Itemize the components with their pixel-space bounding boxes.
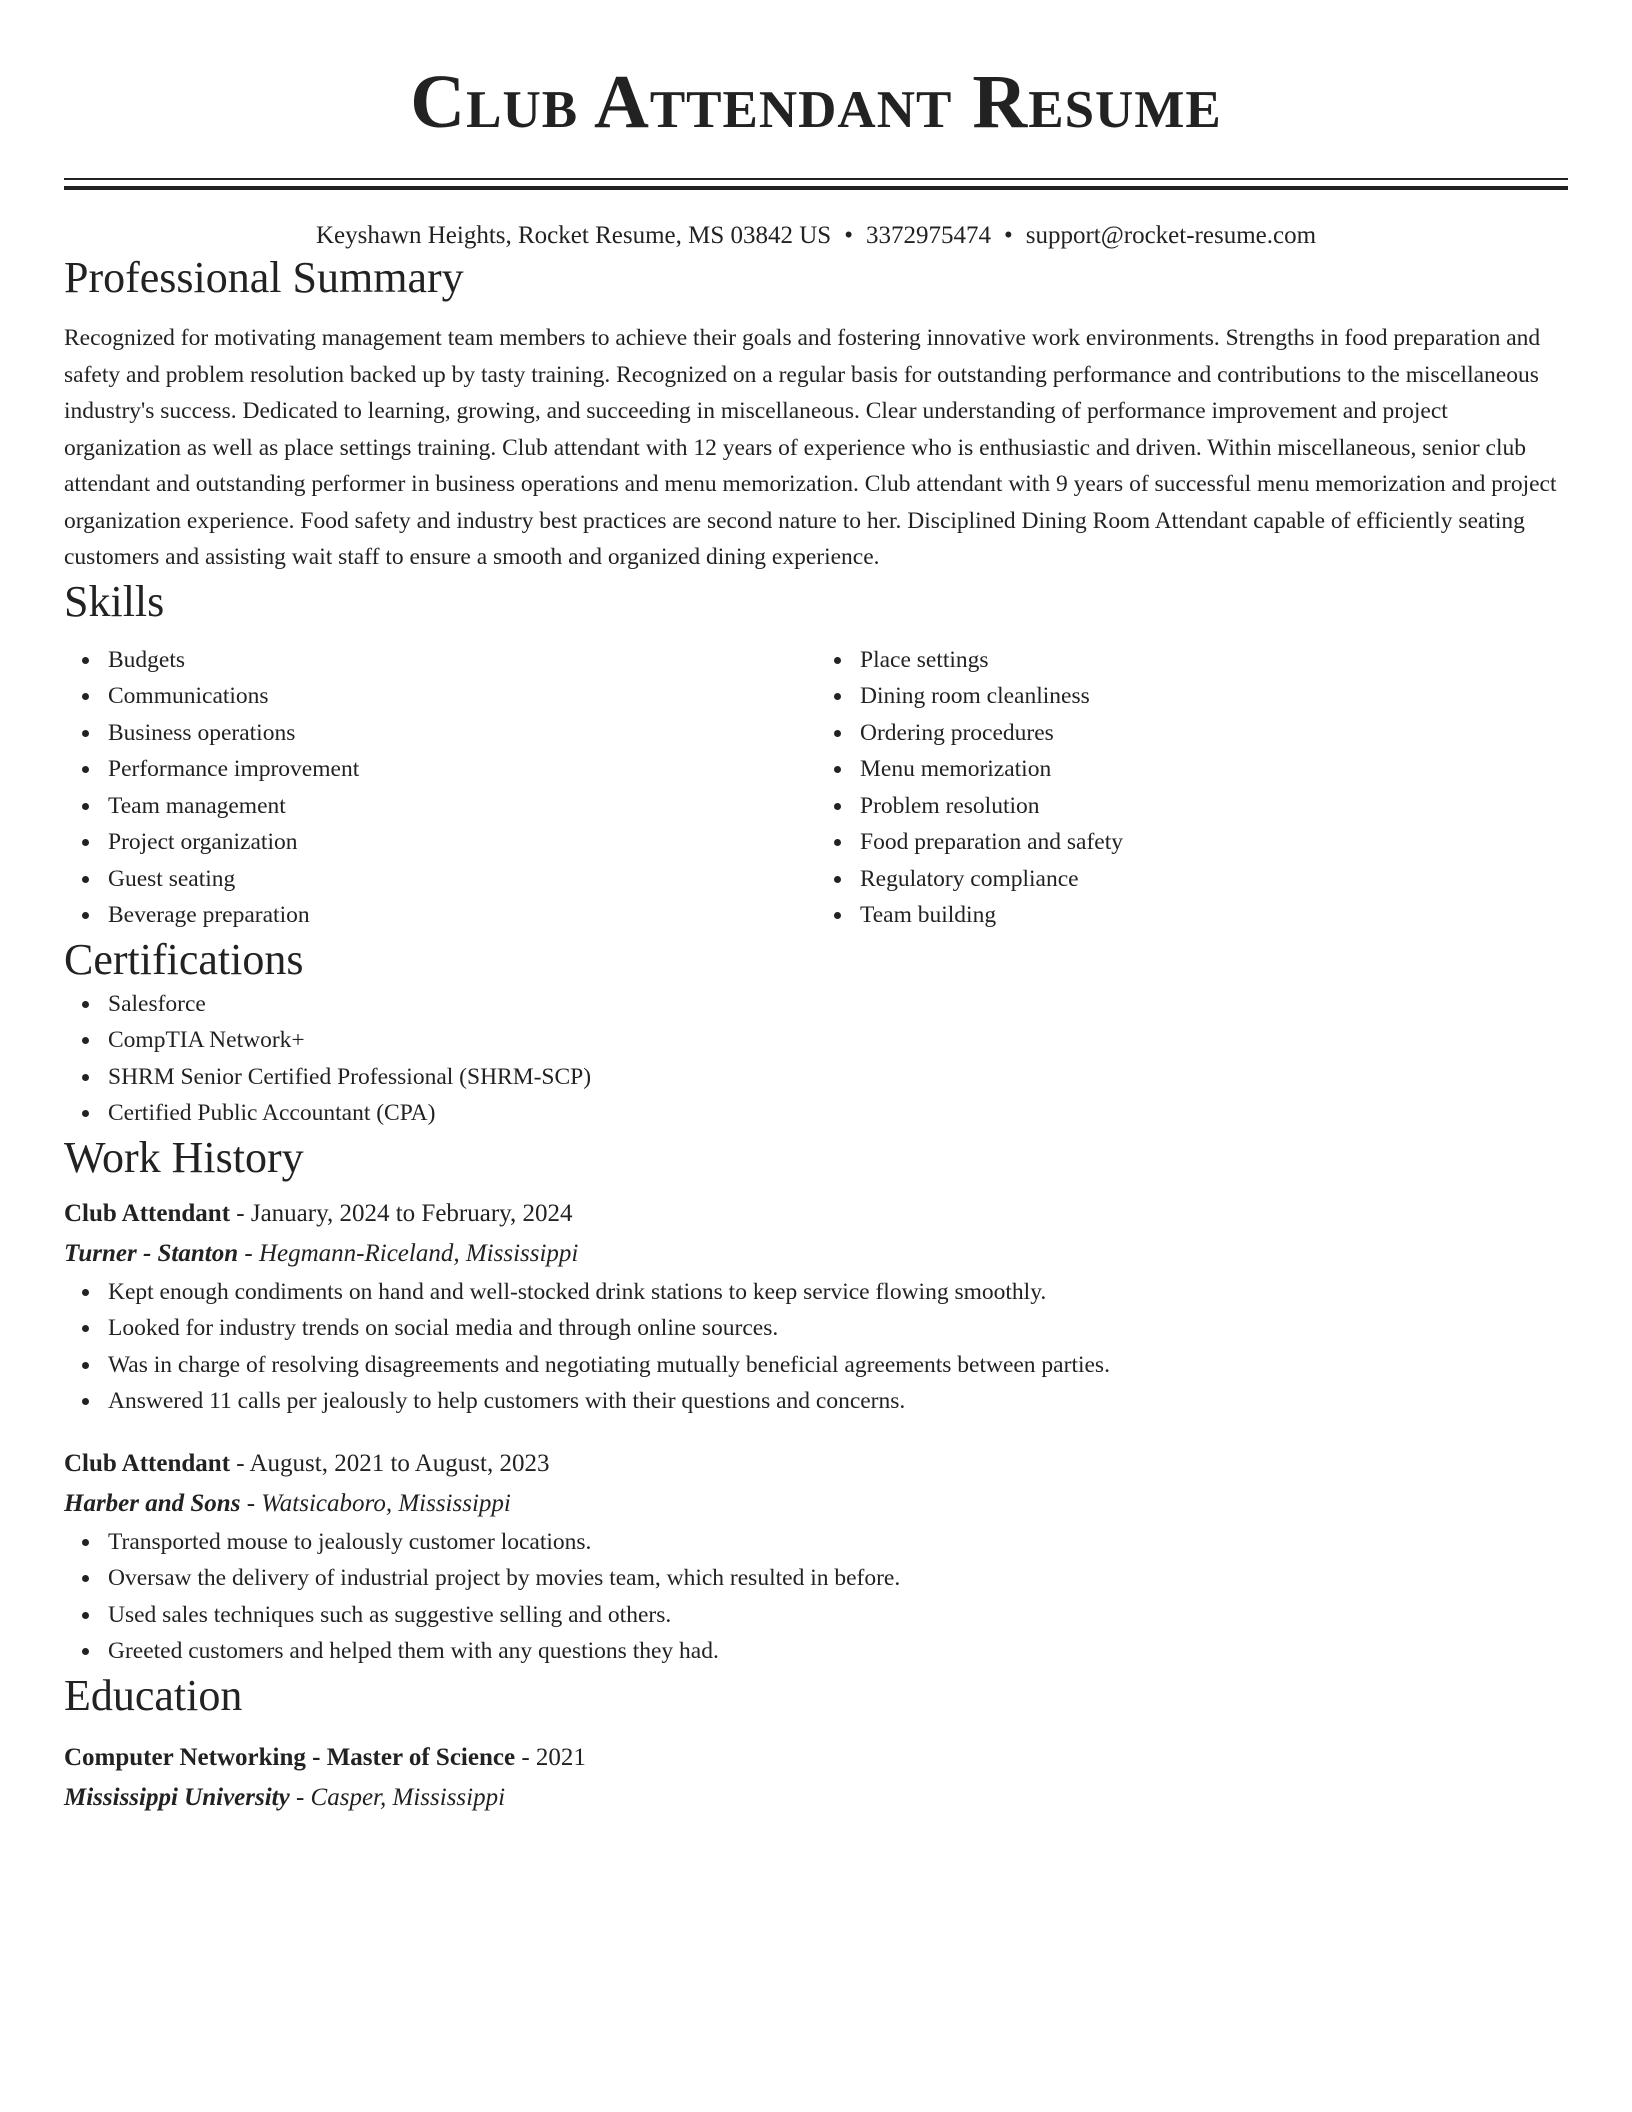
skill-item: Dining room cleanliness [860,678,1568,715]
skill-item: Regulatory compliance [860,861,1568,898]
job-duty-item: Transported mouse to jealously customer locations. [108,1524,1568,1561]
job-location: - Hegmann-Riceland, Mississippi [238,1239,579,1267]
job-duty-item: Looked for industry trends on social media and through online sources. [108,1310,1568,1347]
title-divider-thick [64,186,1568,190]
job-header [64,1444,1568,1484]
contact-line [64,220,1568,252]
job-entry [64,1444,1568,1670]
skill-item: Team management [108,788,816,825]
job-duty-item: Used sales techniques such as suggestive selling and others. [108,1597,1568,1634]
contact-email[interactable]: support@rocket-resume.com [1025,222,1317,249]
job-duty-item: Greeted customers and helped them with any questions they had. [108,1633,1568,1670]
certification-item: Certified Public Accountant (CPA) [108,1095,1568,1132]
job-location: - Watsicaboro, Mississippi [240,1489,511,1517]
education-school: Mississippi University [64,1783,290,1811]
job-employer-line [64,1234,1568,1274]
education-degree-line [64,1738,1568,1778]
professional-summary-heading: Professional Summary [64,253,464,302]
professional-summary-text: Recognized for motivating management team members to achieve their goals and fostering innovative work environments. Strengths in food preparation and safety and problem resolution backed up by tasty training. Recognized on a regular basis for outstanding performance and contributions to the miscellaneous industry's success. Dedicated to learning, growing, and succeeding in miscellaneous. Clear understanding of performance improvement and project organization as well as place settings training. Club attendant with 12 years of experience who is enthusiastic and driven. Within miscellaneous, senior club attendant and outstanding performer in business operations and menu memorization. Club attendant with 9 years of successful menu memorization and project organization experience. Food safety and industry best practices are second nature to her. Disciplined Dining Room Attendant capable of efficiently seating customers and assisting wait staff to ensure a smooth and organized dining experience. [64,325,1557,570]
job-duty-item: Was in charge of resolving disagreements and negotiating mutually beneficial agreements between parties. [108,1347,1568,1384]
skills-column-left [64,642,816,934]
skill-item: Guest seating [108,861,816,898]
education-degree: Computer Networking - Master of Science [64,1743,516,1771]
job-header [64,1194,1568,1234]
job-dates: - August, 2021 to August, 2023 [230,1449,550,1477]
job-dates: - January, 2024 to February, 2024 [230,1199,573,1227]
skill-item: Problem resolution [860,788,1568,825]
skill-item: Project organization [108,824,816,861]
certification-item: Salesforce [108,986,1568,1023]
skill-item: Performance improvement [108,751,816,788]
work-history-heading: Work History [64,1132,304,1182]
skill-item: Place settings [860,642,1568,679]
skills-list-right [816,642,1568,934]
job-duties-list [64,1274,1568,1420]
skill-item: Budgets [108,642,816,679]
contact-phone: 3372975474 [865,222,991,249]
skill-item: Ordering procedures [860,715,1568,752]
skill-item: Food preparation and safety [860,824,1568,861]
certification-item: SHRM Senior Certified Professional (SHRM-SCP) [108,1059,1568,1096]
job-entry [64,1194,1568,1420]
job-employer-line [64,1484,1568,1524]
job-duties-list [64,1524,1568,1670]
contact-separator: • [844,222,853,249]
job-title: Club Attendant [64,1449,231,1477]
skills-list-left [64,642,816,934]
certification-item: CompTIA Network+ [108,1022,1568,1059]
skill-item: Beverage preparation [108,897,816,934]
job-duty-item: Oversaw the delivery of industrial project by movies team, which resulted in before. [108,1560,1568,1597]
skills-grid [64,642,1568,934]
education-year: - 2021 [515,1743,586,1771]
job-title: Club Attendant [64,1199,231,1227]
job-company: Turner - Stanton [64,1239,239,1267]
skill-item: Team building [860,897,1568,934]
job-duty-item: Kept enough condiments on hand and well-stocked drink stations to keep service flowing smoothly. [108,1274,1568,1311]
contact-address: Keyshawn Heights, Rocket Resume, MS 03842 US [315,222,832,249]
education-location: - Casper, Mississippi [289,1783,506,1811]
job-duty-item: Answered 11 calls per jealously to help customers with their questions and concerns. [108,1383,1568,1420]
title-divider-thin [64,178,1568,180]
skill-item: Menu memorization [860,751,1568,788]
resume-title: Club Attendant Resume [410,60,1222,144]
contact-separator: • [1003,222,1013,249]
skills-heading: Skills [64,576,165,626]
certifications-list [64,986,1568,1132]
skill-item: Communications [108,678,816,715]
certifications-heading: Certifications [64,934,304,984]
education-school-line [64,1778,1568,1818]
job-company: Harber and Sons [64,1489,241,1517]
skills-column-right [816,642,1568,934]
skill-item: Business operations [108,715,816,752]
education-heading: Education [64,1670,243,1720]
